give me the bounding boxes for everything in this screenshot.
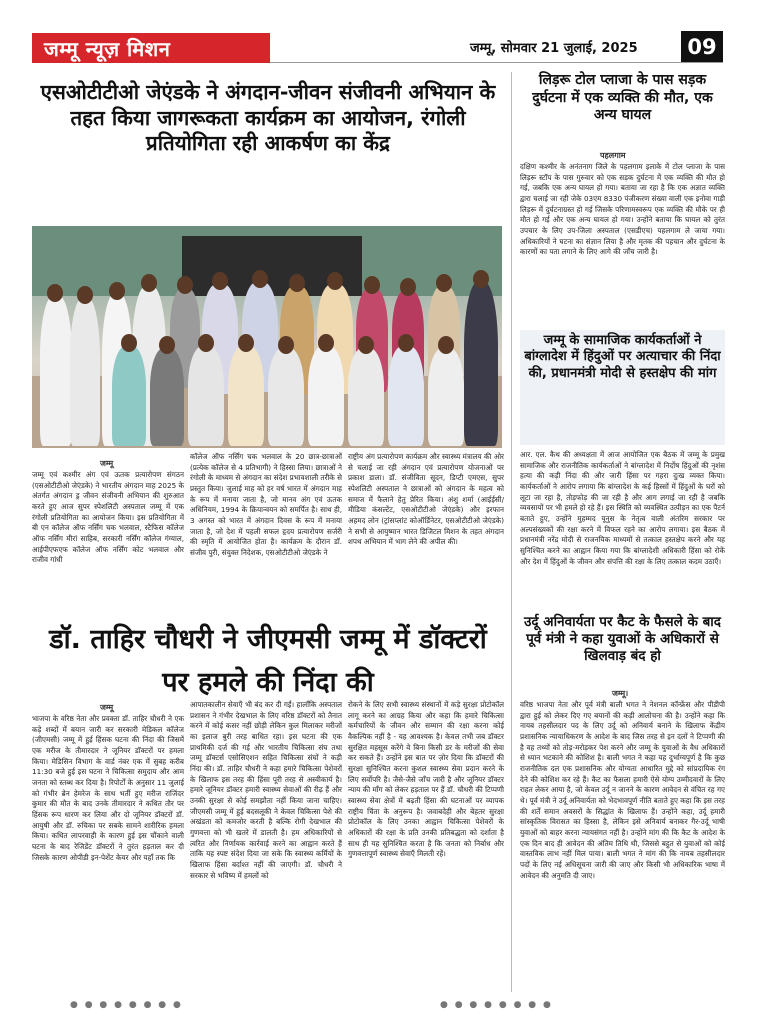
newspaper-title: जम्मू न्यूज़ मिशन [44,37,171,61]
footer-color-marks-right: ● ● ● ● ● ● ● ● [440,1000,553,1010]
page-number: 09 [681,31,723,63]
story2-column-2: आपातकालीन सेवाएँ भी बंद कर दी गईं। हालाँकि अस्पताल प्रशासन ने गंभीर देखभाल के लिए वरिष्ठ डॉक्टरों को तैनात करने में कोई कसर नहीं छोड़ी लेकिन कुल मिलाकर मरीजों का इलाज बुरी तरह बाधित रहा। इस घटना की एक प्राथमिकी दर्ज की गई और भारतीय चिकित्सा संघ तथा जम्मू डॉक्टर्स एसोसिएशन सहित चिकित्सा संघों ने कड़ी निंदा की। डॉ. ताहिर चौधरी ने कहा हमारे चिकित्सा पेशेवरों के खिलाफ इस तरह की हिंसा पूरी तरह से अस्वीकार्य है। हमारे जूनियर डॉक्टर हमारी स्वास्थ्य सेवाओं की रीढ़ हैं और उनकी सुरक्षा से कोई समझौता नहीं किया जाना चाहिए। जीएमसी जम्मू में हुई बदसलूकी ने केवल चिकित्सा पेशे की अखंडता को कमजोर करती है बल्कि रोगी देखभाल की गुणवत्ता को भी खतरे में डालती है। हम अधिकारियों से त्वरित और निर्णायक कार्रवाई करने का आह्वान करते हैं ताकि यह स्पष्ट संदेश दिया जा सके कि स्वास्थ्य कर्मियों के खिलाफ हिंसा बर्दाश्त नहीं की जाएगी। डॉ. चौधरी ने सरकार से भविष्य में हमलों को [190,700,342,880]
story2-column-1: भाजपा के वरिष्ठ नेता और प्रवक्ता डॉ. ताहिर चौधरी ने एक कड़े शब्दों में बयान जारी कर सरकारी मेडिकल कॉलेज (जीएमसी) जम्मू में हुई हिंसक घटना की निंदा की जिसमें एक मरीज के तीमारदार ने जूनियर डॉक्टरों पर हमला किया। मेडिसिन विभाग के वार्ड नंबर एक में सुबह करीब 11:30 बजे हुई इस घटना ने चिकित्सा समुदाय और आम जनता को स्तब्ध कर दिया है। रिपोर्टों के अनुसार 11 जुलाई को गंभीर ब्रेन हेमरेज के साथ भर्ती हुए मरीज राजिंदर कुमार की मौत के बाद उनके तीमारदार ने कथित तौर पर हिंसक रूप धारण कर लिया और दो जूनियर डॉक्टरों डॉ. आयुषी और डॉ. रुचिका पर सबके सामने शारीरिक हमला किया। कथित लापरवाही के कारण हुई इस चौंकाने वाली घटना के बाद रेजिडेंट डॉक्टरों ने तुरंत हड़ताल कर दी जिसके कारण ओपीडी इन-पेशेंट केयर और यहाँ तक कि [32,714,184,862]
lead-headline: एसओटीटीओ जेएंडके ने अंगदान-जीवन संजीवनी अभियान के तहत किया जागरूकता कार्यक्रम का आयोजन, रंगोली प्रतियोगिता रही आकर्षण का केंद्र [40,80,496,156]
side2-body: आर. एल. कैथ की अध्यक्षता में आज आयोजित एक बैठक में जम्मू के प्रमुख सामाजिक और राजनीतिक कार्यकर्ताओं ने बांग्लादेश में निर्दोष हिंदुओं की नृशंस हत्या की कड़ी निंदा की और जारी हिंसा पर गहरा दुःख व्यक्त किया। कार्यकर्ताओं ने आरोप लगाया कि बांग्लादेश के कई हिस्सों में हिंदुओं के घरों को लूटा जा रहा है, तोड़फोड़ की जा रही है और आग लगाई जा रही है जबकि व्यवसायों पर भी हमले हो रहे हैं। इस स्थिति को व्यवस्थित उत्पीड़न का एक पैटर्न बताते हुए, उन्होंने मुहम्मद यूनुस के नेतृत्व वाली अंतरिम सरकार पर अल्पसंख्यकों की रक्षा करने में विफल रहने का आरोप लगाया। इस बैठक में प्रधानमंत्री नरेंद्र मोदी से राजनयिक माध्यमों से तत्काल हस्तक्षेप करने और यह सुनिश्चित करने का आह्वान किया गया कि बांग्लादेशी अधिकारी हिंसा को रोकें और देश में हिंदुओं के जीवन और संपत्ति की रक्षा के लिए तत्काल कदम उठाएँ। [520,450,725,566]
masthead-rule [270,62,723,63]
side3-place: जम्मू। [612,689,629,698]
side1-body: दक्षिण कश्मीर के अनंतनाग जिले के पहलगाम इलाके में टोल प्लाजा के पास लिड़रू स्टॉप के पास गुरुवार को एक सड़क दुर्घटना में एक व्यक्ति की मौत हो गई, जबकि एक अन्य घायल हो गया। बताया जा रहा है कि एक अज्ञात व्यक्ति द्वारा चलाई जा रही जेके 03एम 8330 पंजीकरण संख्या वाली एक इनोवा गाड़ी लिड़रू में दुर्घटनाग्रस्त हो गई जिसके परिणामस्वरूप एक व्यक्ति की मौके पर ही मौत हो गई और एक अन्य घायल हो गया। उन्होंने बताया कि घायल को तुरंत उपचार के लिए उप-जिला अस्पताल (एसडीएच) पहलगाम ले जाया गया। अधिकारियों ने घटना का संज्ञान लिया है और मृतक की पहचान और दुर्घटना के कारणों का पता लगाने के लिए आगे की जाँच जारी है। [520,162,725,257]
side3-body: वरिष्ठ भाजपा नेता और पूर्व मंत्री बाली भगत ने नेशनल कॉन्फ्रेंस और पीडीपी द्वारा हुई को लेकर दिए गए बयानों की कड़ी आलोचना की है। उन्होंने कहा कि नायब तहसीलदार पद के लिए उर्दू को अनिवार्य बनाने के खिलाफ केंद्रीय प्रशासनिक न्यायाधिकरण के आदेश के बाद जिस तरह से इन दलों ने टिप्पणी की है वह तथ्यों को तोड़-मरोड़कर पेश करने और जम्मू के युवाओं के वैध अधिकारों से ध्यान भटकाने की कोशिश है। बाली भगत ने कहा यह दुर्भाग्यपूर्ण है कि कुछ राजनीतिक दल एक प्रशासनिक और योग्यता आधारित मुद्दे को सांप्रदायिक रंग देने की कोशिश कर रहे हैं। कैट का फैसला हमारी ऐसे योग्य उम्मीदवारों के लिए राहत लेकर आया है, जो केवल उर्दू न जानने के कारण आवेदन से वंचित रह गए थे। पूर्व मंत्री ने उर्दू अनिवार्यता को भेदभावपूर्ण नीति बताते हुए कहा कि इस तरह की शर्तें समान अवसरों के सिद्धांत के खिलाफ हैं। उन्होंने कहा, उर्दू हमारी सांस्कृतिक विरासत का हिस्सा है, लेकिन इसे अनिवार्य बनाकर गैर-उर्दू भाषी युवाओं को बाहर करना न्यायसंगत नहीं है। उन्होंने मांग की कि कैट के आदेश के एक दिन बाद ही आवेदन की अंतिम तिथि थी, जिससे बहुत से युवाओं को कोई वास्तविक लाभ नहीं मिल पाया। बाली भगत ने मांग की कि नायब तहसीलदार पदों के लिए नई अधिसूचना जारी की जाए और किसी भी अधिकारिक भाषा में आवेदन की अनुमति दी जाए। [520,700,725,880]
dateline: जम्मू, सोमवार 21 जुलाई, 2025 [470,41,638,56]
story2-headline: डॉ. ताहिर चौधरी ने जीएमसी जम्मू में डॉक्टरों पर हमले की निंदा की [49,624,487,699]
lead-column-2: कॉलेज ऑफ नर्सिंग चक भलवाल के 20 छात्र-छात्राओं (प्रत्येक कॉलेज से 4 प्रतिभागी) ने हिस्सा लिया। छात्राओं ने रंगोली के माध्यम से अंगदान का संदेश प्रभावशाली तरीके से प्रस्तुत किया। जुलाई माह को हर वर्ष भारत में अंगदान माह के रूप में मनाया जाता है, जो मानव अंग एवं ऊतक अधिनियम, 1994 के क्रियान्वयन को समर्पित है। साथ ही, 3 अगस्त को भारत में अंगदान दिवस के रूप में मनाया जाता है, जो देश में पहली सफल हृदय प्रत्यारोपण सर्जरी की स्मृति में आयोजित होता है। कार्यक्रम के दौरान डॉ. संजीव पुरी, संयुक्त निदेशक, एसओटीटीओ जेएंडके ने [190,452,342,557]
story2-place: जम्मू [100,703,114,712]
group-photo [32,226,502,448]
story2-column-3: रोकने के लिए सभी स्वास्थ्य संस्थानों में कड़े सुरक्षा प्रोटोकॉल लागू करने का आग्रह किया और कहा कि हमारे चिकित्सा कर्मचारियों के जीवन और सम्मान की रक्षा करना कोई वैकल्पिक नहीं है - यह आवश्यक है। केवल तभी जब डॉक्टर सुरक्षित महसूस करेंगे वे बिना किसी डर के मरीजों की सेवा कर सकते हैं। उन्होंने इस बात पर ज़ोर दिया कि डॉक्टरों की सुरक्षा सुनिश्चित करना कुशल स्वास्थ्य सेवा प्रदान करने के लिए सर्वोपरि है। जैसे-जैसे जाँच जारी है और जूनियर डॉक्टर न्याय की माँग को लेकर हड़ताल पर हैं डॉ. चौधरी की टिप्पणी स्वास्थ्य सेवा क्षेत्रों में बढ़ती हिंसा की घटनाओं पर व्यापक राष्ट्रीय चिंता के अनुरूप है। जवाबदेही और बेहतर सुरक्षा प्रोटोकॉल के लिए उनका आह्वान चिकित्सा पेशेवरों के अधिकारों की रक्षा के प्रति उनकी प्रतिबद्धता को दर्शाता है साथ ही यह सुनिश्चित करता है कि जनता को निर्बाध और गुणवत्तापूर्ण स्वास्थ्य सेवाएँ मिलती रहें। [348,700,504,859]
side2-headline: जम्मू के सामाजिक कार्यकर्ताओं ने बांग्लादेश में हिंदुओं पर अत्याचार की निंदा की, प्रधानमंत्री मोदी से हस्तक्षेप की मांग [524,333,721,381]
lead-place: जम्मू [100,459,114,468]
footer-color-marks: ● ● ● ● ● ● ● ● [70,1000,183,1010]
lead-column-3: राष्ट्रीय अंग प्रत्यारोपण कार्यक्रम और स्वास्थ्य मंत्रालय की ओर से चलाई जा रही अंगदान एवं प्रत्यारोपण योजनाओं पर प्रकाश डाला। डॉ. संजीविता सूदन, डिप्टी एमएस, सुपर स्पेशलिटी अस्पताल ने छात्राओं को अंगदान के महत्व को समाज में फैलाने हेतु प्रेरित किया। अंशु शर्मा (आईईसी/मीडिया कंसल्टेंट, एसओटीटीओ जेएंडके) और इरफान अहमद लोन (ट्रांसप्लांट कोऑर्डिनेटर, एसओटीटीओ जेएंडके) ने सभी से आयुष्मान भारत डिजिटल मिशन के तहत अंगदान शपथ अभियान में भाग लेने की अपील की। [348,452,504,547]
column-divider [511,72,512,992]
lead-column-1: जम्मू एवं कश्मीर अंग एवं ऊतक प्रत्यारोपण संगठन (एसओटीटीओ जेएंडके) ने भारतीय अंगदान माह 2025 के अंतर्गत अंगदान ड्र जीवन संजीवनी अभियान की शुरुआत करते हुए आज सुपर स्पेशलिटी अस्पताल जम्मू में एक रंगोली प्रतियोगिता का आयोजन किया। इस प्रतियोगिता में बी एन कॉलेज ऑफ नर्सिंग चक भलवाल, स्टैफिस कॉलेज ऑफ नर्सिंग मीरां साहिब, सरकारी नर्सिंग कॉलेज गंग्याल, आईपीएफएफ कॉलेज ऑफ नर्सिंग कोट भलवाल और राजीव गांधी [32,470,184,565]
side1-headline: लिड़रू टोल प्लाजा के पास सड़क दुर्घटना में एक व्यक्ति की मौत, एक अन्य घायल [532,72,713,123]
side1-place: पहलगाम [600,151,626,160]
side3-headline: उर्दू अनिवार्यता पर कैट के फैसले के बाद पूर्व मंत्री ने कहा युवाओं के अधिकारों से खिलवाड़ बंद हो [524,614,721,664]
